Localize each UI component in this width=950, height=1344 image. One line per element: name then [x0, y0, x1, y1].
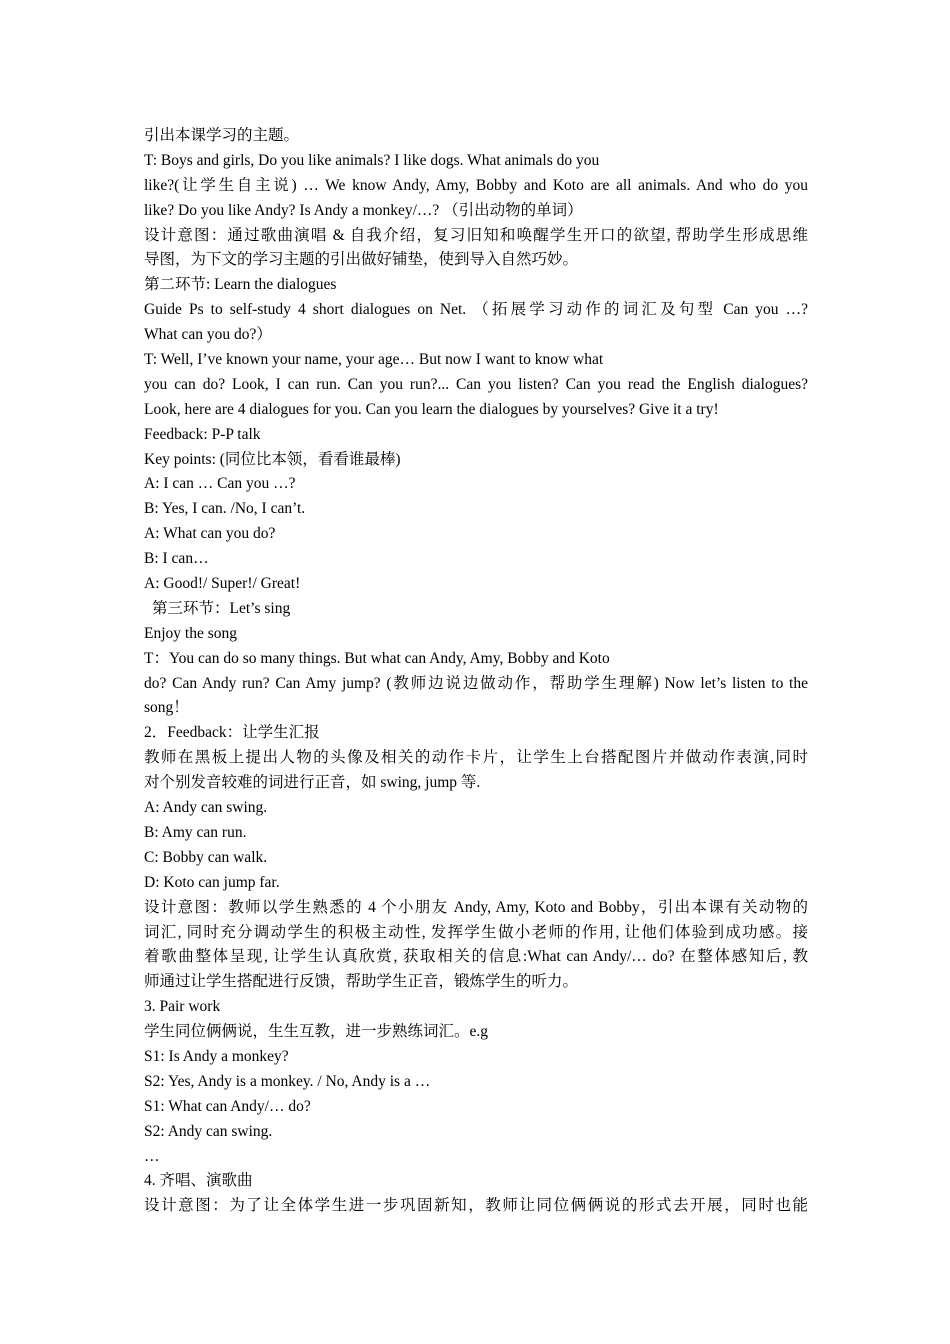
- text-line: Feedback: P-P talk: [144, 425, 261, 443]
- text-line: T：You can do so many things. But what can Andy, Amy, Bobby and Koto: [144, 649, 610, 667]
- text-line: Enjoy the song: [144, 624, 237, 642]
- dialogue-line: S2: Andy can swing.: [144, 1122, 273, 1140]
- text-line: 设计意图：教师以学生熟悉的 4 个小朋友 Andy, Amy, Koto and Bobby，引出本课有关动物的: [144, 898, 808, 916]
- text-line: song！: [144, 699, 189, 717]
- text-line: 师通过让学生搭配进行反馈，帮助学生正音，锻炼学生的听力。: [144, 973, 579, 991]
- text-line: 2．Feedback：让学生汇报: [144, 724, 320, 742]
- text-line: 引出本课学习的主题。: [144, 127, 300, 144]
- text-line: 4. 齐唱、演歌曲: [144, 1172, 253, 1190]
- dialogue-line: A: I can … Can you …?: [144, 475, 296, 493]
- dialogue-line: A: What can you do?: [144, 525, 276, 543]
- text-line: 教师在黑板上提出人物的头像及相关的动作卡片，让学生上台搭配图片并做动作表演,同时: [144, 749, 808, 767]
- dialogue-line: A: Andy can swing.: [144, 799, 268, 817]
- dialogue-line: A: Good!/ Super!/ Great!: [144, 575, 301, 593]
- text-line: 学生同位俩俩说，生生互教，进一步熟练词汇。e.g: [144, 1023, 489, 1041]
- text-line: like? Do you like Andy? Is Andy a monkey/…? （引出动物的单词）: [144, 201, 583, 219]
- text-line: …: [144, 1147, 160, 1165]
- text-line: T: Well, I’ve known your name, your age… But now I want to know what: [144, 351, 604, 369]
- text-line: do? Can Andy run? Can Amy jump? (教师边说边做动作，帮助学生理解) Now let’s listen to the: [144, 674, 808, 692]
- dialogue-line: B: Yes, I can. /No, I can’t.: [144, 500, 306, 518]
- text-line: 着歌曲整体呈现, 让学生认真欣赏, 获取相关的信息:What can Andy/… do? 在整体感知后, 教: [144, 948, 808, 966]
- dialogue-line: C: Bobby can walk.: [144, 848, 268, 866]
- text-line: Look, here are 4 dialogues for you. Can you learn the dialogues by yourselves? Give it a try!: [144, 400, 719, 418]
- text-line: 设计意图：为了让全体学生进一步巩固新知，教师让同位俩俩说的形式去开展，同时也能: [144, 1197, 808, 1215]
- text-line: Key points: (同位比本领，看看谁最棒): [144, 450, 401, 468]
- section-heading: 第二环节: Learn the dialogues: [144, 276, 337, 294]
- dialogue-line: S1: What can Andy/… do?: [144, 1097, 311, 1115]
- dialogue-line: B: Amy can run.: [144, 823, 247, 841]
- text-line: like?(让学生自主说) … We know Andy, Amy, Bobby and Koto are all animals. And who do you: [144, 176, 808, 194]
- section-heading: 第三环节：Let’s sing: [152, 599, 291, 617]
- document-body: [144, 124, 808, 1219]
- text-line: 对个别发音较难的词进行正音，如 swing, jump 等.: [144, 774, 481, 792]
- dialogue-line: D: Koto can jump far.: [144, 873, 280, 891]
- dialogue-line: B: I can…: [144, 550, 209, 568]
- text-line: 3. Pair work: [144, 998, 221, 1016]
- text-line: 导图，为下文的学习主题的引出做好铺垫，使到导入自然巧妙。: [144, 251, 579, 269]
- text-line: What can you do?）: [144, 326, 272, 344]
- text-line: T: Boys and girls, Do you like animals? I like dogs. What animals do you: [144, 151, 600, 169]
- dialogue-line: S1: Is Andy a monkey?: [144, 1047, 289, 1065]
- text-line: Guide Ps to self-study 4 short dialogues on Net. （拓展学习动作的词汇及句型 Can you …?: [144, 301, 808, 319]
- dialogue-line: S2: Yes, Andy is a monkey. / No, Andy is a …: [144, 1072, 431, 1090]
- text-line: 词汇, 同时充分调动学生的积极主动性, 发挥学生做小老师的作用, 让他们体验到成功感。接: [144, 923, 808, 941]
- text-line: 设计意图：通过歌曲演唱 & 自我介绍，复习旧知和唤醒学生开口的欲望, 帮助学生形成思维: [144, 226, 808, 244]
- text-line: you can do? Look, I can run. Can you run?... Can you listen? Can you read the English dialogues?: [144, 375, 808, 393]
